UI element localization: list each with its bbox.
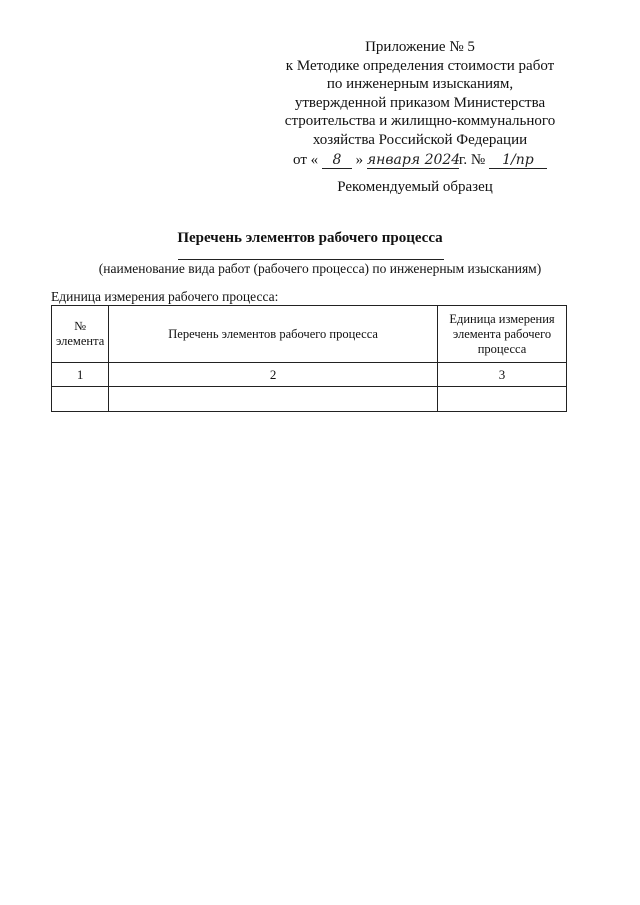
table-cell	[109, 387, 438, 412]
appendix-line: строительства и жилищно-коммунального	[284, 113, 556, 129]
work-name-underline	[178, 259, 444, 260]
order-date-line	[270, 151, 570, 170]
work-name-caption: (наименование вида работ (рабочего процесса) по инженерным изысканиям)	[98, 261, 542, 276]
date-day: 8	[322, 152, 352, 169]
table-header-row	[52, 306, 567, 363]
table-numbering-row	[52, 363, 567, 387]
appendix-line: утвержденной приказом Министерства	[294, 94, 546, 111]
column-number-3: 3	[438, 363, 567, 387]
header-element-list: Перечень элементов рабочего процесса	[109, 306, 438, 363]
process-unit-label: Единица измерения рабочего процесса:	[51, 289, 279, 304]
recommended-sample-label: Рекомендуемый образец	[337, 179, 493, 195]
elements-table	[51, 305, 567, 412]
appendix-line: к Методике определения стоимости работ	[285, 57, 555, 74]
appendix-line: хозяйства Российской Федерации	[312, 131, 528, 148]
header-element-number: № элемента	[52, 306, 109, 363]
date-month-year: января 2024	[366, 152, 461, 168]
date-mid: »	[355, 152, 364, 168]
order-number: 1/пр	[489, 152, 547, 169]
header-element-unit: Единица измерения элемента рабочего процесса	[438, 306, 567, 363]
table-row	[52, 387, 567, 412]
document-title: Перечень элементов рабочего процесса	[177, 230, 443, 246]
column-number-2: 2	[109, 363, 438, 387]
column-number-1: 1	[52, 363, 109, 387]
appendix-header	[270, 38, 570, 170]
date-suffix: г. №	[458, 152, 486, 168]
date-prefix: от «	[293, 152, 319, 168]
table-cell	[52, 387, 109, 412]
appendix-number: Приложение № 5	[365, 39, 475, 55]
appendix-line: по инженерным изысканиям,	[326, 76, 514, 92]
table-cell	[438, 387, 567, 412]
